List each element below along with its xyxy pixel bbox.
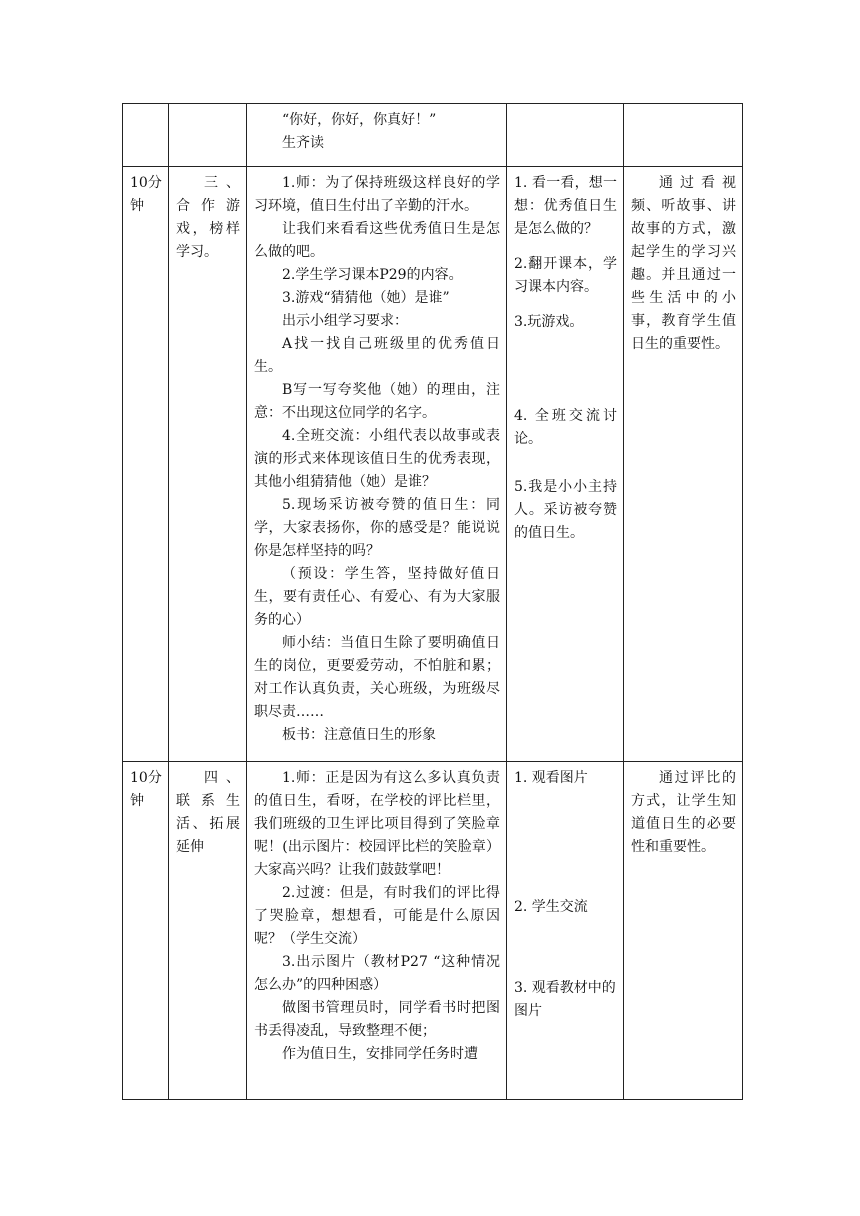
stage-cell [169, 104, 247, 167]
teacher-line: B写一写夸奖他（她）的理由，注意：不出现这位同学的名字。 [254, 382, 500, 421]
student-activity-cell [507, 104, 624, 167]
teacher-activity-cell [247, 762, 507, 1100]
teacher-line: 生齐读 [282, 135, 324, 151]
purpose-cell [624, 167, 743, 762]
lesson-plan-table [122, 103, 743, 1100]
stage-label: 三、合作游戏，榜样学习。 [176, 175, 240, 260]
teacher-line: 5.现场采访被夸赞的值日生：同学，大家表扬你，你的感受是？能说说你是怎样坚持的吗？ [254, 497, 500, 559]
student-line: 2. 学生交流 [514, 899, 588, 915]
teacher-line: 3.游戏“猜猜他（她）是谁” [282, 290, 450, 306]
teacher-line: 1.师：为了保持班级这样良好的学习环境，值日生付出了辛勤的汗水。 [254, 175, 500, 214]
student-line: 1. 看一看，想一想：优秀值日生是怎么做的？ [514, 175, 617, 237]
student-line: 3. 观看教材中的图片 [514, 980, 616, 1019]
teacher-line: 2.学生学习课本P29的内容。 [282, 267, 463, 283]
table-row [123, 104, 743, 167]
teacher-line: 2.过渡：但是，有时我们的评比得了哭脸章，想想看，可能是什么原因呢？（学生交流） [254, 885, 500, 947]
teacher-line: （预设：学生答，坚持做好值日生，要有责任心、有爱心、有为大家服务的心） [254, 566, 500, 628]
purpose-text: 通过评比的方式，让学生知道值日生的必要性和重要性。 [631, 770, 736, 855]
purpose-text: 通过看视频、听故事、讲故事的方式，激起学生的学习兴趣。并且通过一些生活中的小事，教育学生值日生的重要性。 [631, 175, 736, 352]
teacher-line: 师小结：当值日生除了要明确值日生的岗位，更要爱劳动，不怕脏和累；对工作认真负责，关心班级，为班级尽职尽责…… [254, 635, 500, 720]
teacher-line: 板书：注意值日生的形象 [282, 727, 436, 743]
teacher-line: 做图书管理员时，同学看书时把图书丢得凌乱，导致整理不便； [254, 1000, 500, 1039]
student-activity-cell [507, 762, 624, 1100]
teacher-line: 让我们来看看这些优秀值日生是怎么做的吧。 [254, 221, 500, 260]
student-line: 1. 观看图片 [514, 770, 588, 786]
teacher-line: “你好，你好，你真好！” [282, 112, 437, 128]
stage-cell [169, 762, 247, 1100]
student-line: 3.玩游戏。 [514, 314, 584, 330]
table-row [123, 167, 743, 762]
teacher-line: 出示小组学习要求： [282, 313, 408, 329]
stage-label: 四、联系生活、拓展延伸 [176, 770, 240, 855]
student-line: 5.我是小小主持人。采访被夸赞的值日生。 [514, 479, 617, 541]
time-cell [123, 104, 169, 167]
purpose-cell [624, 762, 743, 1100]
student-line: 2.翻开课本，学习课本内容。 [514, 256, 617, 295]
time-cell: 10分钟 [123, 762, 169, 1100]
student-line: 4. 全班交流讨论。 [514, 408, 617, 447]
teacher-line: A找一找自己班级里的优秀值日生。 [254, 336, 500, 375]
table-row [123, 762, 743, 1100]
student-activity-cell [507, 167, 624, 762]
teacher-line: 1.师：正是因为有这么多认真负责的值日生，看呀，在学校的评比栏里，我们班级的卫生评比项目得到了笑脸章呢！(出示图片：校园评比栏的笑脸章）大家高兴吗？让我们鼓鼓掌吧！ [254, 770, 500, 878]
time-cell: 10分钟 [123, 167, 169, 762]
teacher-activity-cell [247, 104, 507, 167]
teacher-line: 4.全班交流：小组代表以故事或表演的形式来体现该值日生的优秀表现，其他小组猜猜他（她）是谁？ [254, 428, 500, 490]
teacher-line: 作为值日生，安排同学任务时遭 [282, 1046, 478, 1062]
teacher-line: 3.出示图片（教材P27 “这种情况怎么办”的四种困惑） [254, 954, 500, 993]
stage-cell [169, 167, 247, 762]
purpose-cell [624, 104, 743, 167]
teacher-activity-cell [247, 167, 507, 762]
